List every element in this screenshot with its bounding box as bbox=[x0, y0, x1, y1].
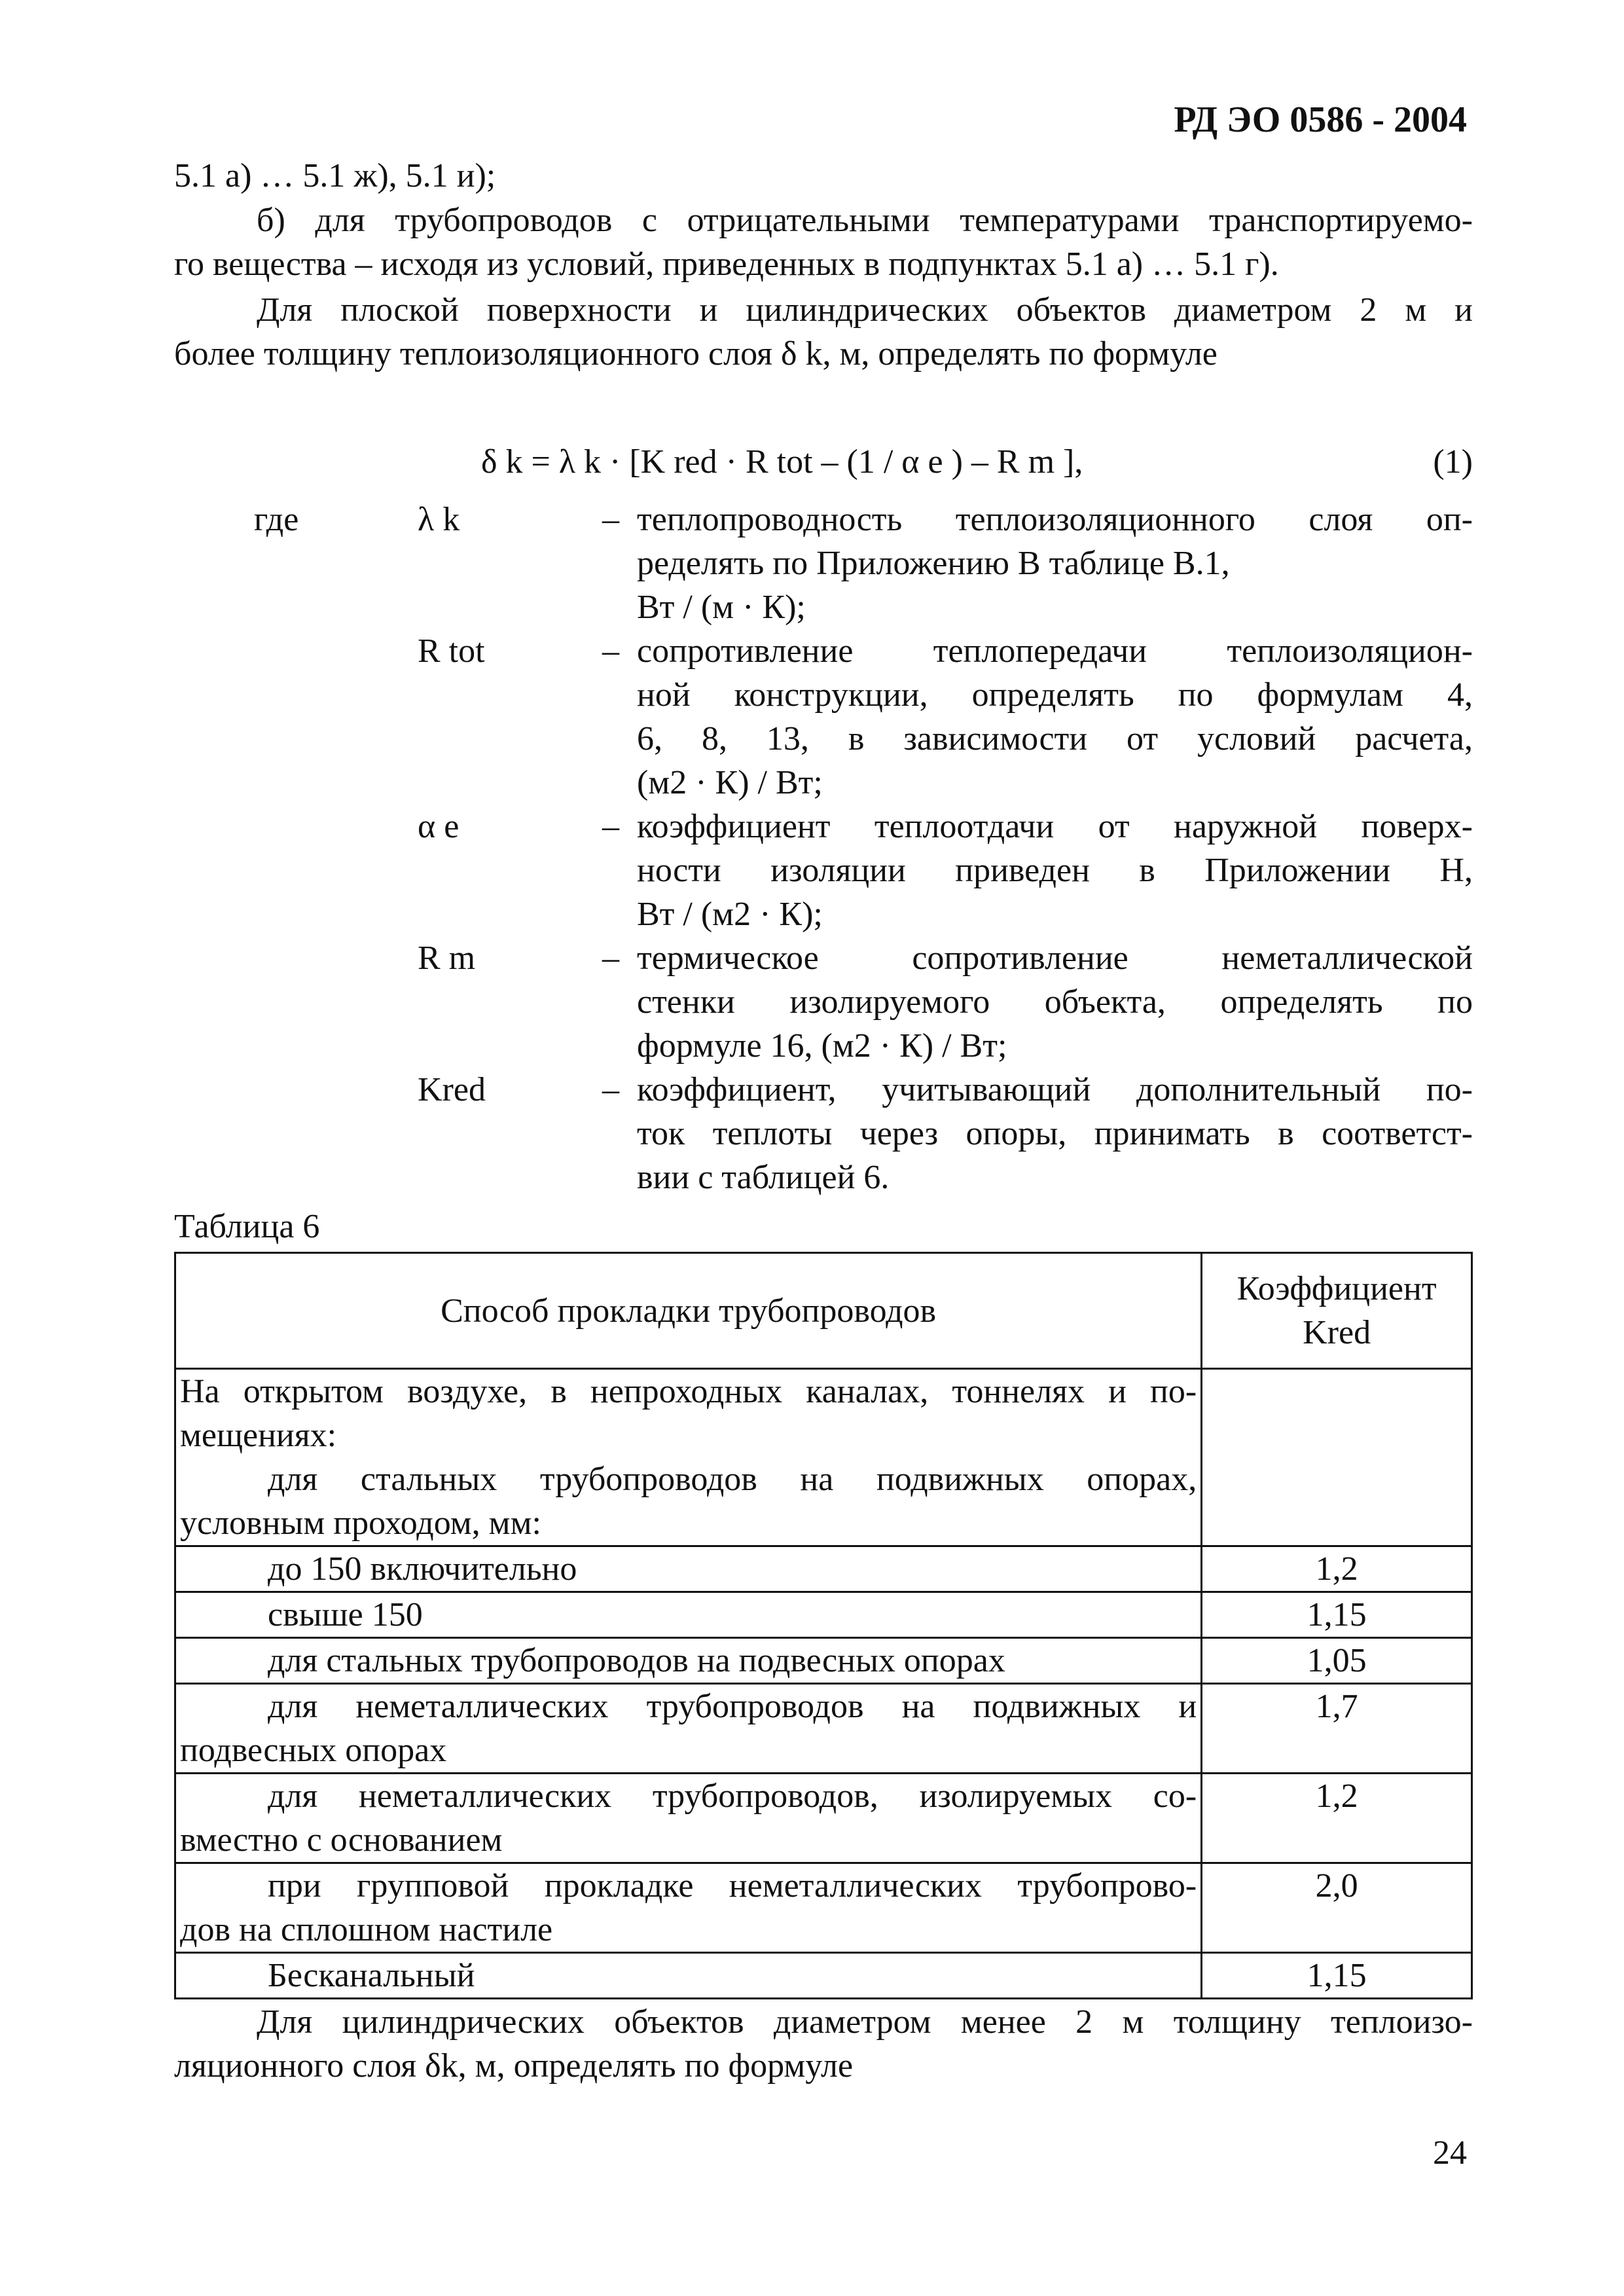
table-row bbox=[175, 1684, 1472, 1774]
row-method bbox=[175, 1684, 1202, 1774]
row-method-line: для неметаллических трубопроводов на подвижных и bbox=[268, 1688, 1197, 1725]
paragraph-b-line-2: го вещества – исходя из условий, приведенных в подпунктах 5.1 а) … 5.1 г). bbox=[174, 246, 1279, 283]
row-method-line: дов на сплошном настиле bbox=[180, 1911, 553, 1948]
row-value: 1,15 bbox=[1202, 1592, 1472, 1638]
variable-description bbox=[637, 805, 1473, 936]
paragraph-small-diameter bbox=[174, 2000, 1473, 2088]
paragraph-flat-line-1: Для плоской поверхности и цилиндрических объектов диаметром 2 м и bbox=[257, 291, 1473, 329]
variable-description-line: теплопроводность теплоизоляционного слоя оп- bbox=[637, 501, 1473, 538]
row-method-line: условным проходом, мм: bbox=[180, 1504, 541, 1542]
variable-item bbox=[254, 936, 1473, 1068]
row-method-line: для неметаллических трубопроводов, изолируемых со- bbox=[268, 1777, 1197, 1815]
where-label: где bbox=[254, 501, 299, 538]
variable-description bbox=[637, 936, 1473, 1068]
row-value: 1,2 bbox=[1202, 1546, 1472, 1592]
row-method-line: вместно с основанием bbox=[180, 1821, 503, 1859]
row-value: 1,05 bbox=[1202, 1638, 1472, 1684]
header-coefficient-symbol: Kred bbox=[1303, 1314, 1371, 1351]
header-coefficient bbox=[1202, 1253, 1472, 1369]
document-code: РД ЭО 0586 - 2004 bbox=[1174, 100, 1467, 140]
variable-description bbox=[637, 629, 1473, 805]
row-value: 1,15 bbox=[1202, 1953, 1472, 1999]
row-method: свыше 150 bbox=[175, 1592, 1202, 1638]
variable-symbol: R m bbox=[418, 939, 476, 977]
variable-description-line: коэффициент, учитывающий дополнительный по- bbox=[637, 1071, 1473, 1108]
row-method-line: На открытом воздухе, в непроходных каналах, тоннелях и по- bbox=[180, 1373, 1197, 1410]
variable-description bbox=[637, 1068, 1473, 1199]
variable-symbol: λ k bbox=[418, 501, 460, 538]
paragraph-flat-surface bbox=[174, 288, 1473, 376]
variable-description-line: (м2 · К) / Вт; bbox=[637, 764, 823, 801]
paragraph-flat-line-2: более толщину теплоизоляционного слоя δ k, м, определять по формуле bbox=[174, 335, 1218, 373]
variable-symbol: R tot bbox=[418, 632, 485, 670]
dash: – bbox=[602, 501, 619, 538]
dash: – bbox=[602, 632, 619, 670]
row-value bbox=[1202, 1369, 1472, 1546]
variable-description-line: ределять по Приложению В таблице В.1, bbox=[637, 545, 1230, 582]
variable-description-line: 6, 8, 13, в зависимости от условий расчета, bbox=[637, 720, 1473, 757]
intro-line: 5.1 а) … 5.1 ж), 5.1 и); bbox=[174, 157, 496, 194]
paragraph-b-line-1: б) для трубопроводов с отрицательными температурами транспортируемо- bbox=[257, 202, 1473, 239]
row-method-line: для стальных трубопроводов на подвижных опорах, bbox=[268, 1461, 1197, 1498]
table-caption: Таблица 6 bbox=[174, 1208, 320, 1245]
table-row bbox=[175, 1953, 1472, 1999]
row-method: Бесканальный bbox=[175, 1953, 1202, 1999]
formula-number: (1) bbox=[1433, 443, 1473, 481]
table-row bbox=[175, 1546, 1472, 1592]
variable-description-line: термическое сопротивление неметаллической bbox=[637, 939, 1473, 977]
table-header-row bbox=[175, 1253, 1472, 1369]
dash: – bbox=[602, 1071, 619, 1108]
variable-description-line: Вт / (м2 · К); bbox=[637, 896, 823, 933]
row-method-line: подвесных опорах bbox=[180, 1732, 447, 1769]
row-method: для стальных трубопроводов на подвесных опорах bbox=[175, 1638, 1202, 1684]
table-row bbox=[175, 1863, 1472, 1953]
variable-description-line: стенки изолируемого объекта, определять по bbox=[637, 983, 1473, 1021]
table-row bbox=[175, 1638, 1472, 1684]
variable-symbol: Kred bbox=[418, 1071, 486, 1108]
paragraph-small-line-1: Для цилиндрических объектов диаметром менее 2 м толщину теплоизо- bbox=[257, 2003, 1473, 2041]
variable-item bbox=[254, 498, 1473, 629]
variable-item bbox=[254, 805, 1473, 936]
paragraph-b bbox=[174, 198, 1473, 286]
row-value: 1,2 bbox=[1202, 1774, 1472, 1863]
variable-item bbox=[254, 1068, 1473, 1199]
variable-description-line: коэффициент теплоотдачи от наружной поверх- bbox=[637, 808, 1473, 845]
header-method: Способ прокладки трубопроводов bbox=[175, 1253, 1202, 1369]
variable-symbol: α e bbox=[418, 808, 460, 845]
row-value: 2,0 bbox=[1202, 1863, 1472, 1953]
row-method bbox=[175, 1863, 1202, 1953]
variable-description-line: сопротивление теплопередачи теплоизоляцион- bbox=[637, 632, 1473, 670]
dash: – bbox=[602, 808, 619, 845]
table-6 bbox=[174, 1252, 1473, 1999]
variable-description-line: Вт / (м · К); bbox=[637, 589, 806, 626]
row-value: 1,7 bbox=[1202, 1684, 1472, 1774]
row-method-line: мещениях: bbox=[180, 1417, 337, 1454]
row-method bbox=[175, 1369, 1202, 1546]
formula-1: δ k = λ k · [K red · R tot – (1 / α e ) – R m ], bbox=[481, 443, 1083, 481]
row-method-line: при групповой прокладке неметаллических трубопрово- bbox=[268, 1867, 1197, 1904]
header-coefficient-label: Коэффициент bbox=[1236, 1270, 1437, 1307]
variable-item bbox=[254, 629, 1473, 805]
paragraph-small-line-2: ляционного слоя δk, м, определять по формуле bbox=[174, 2047, 854, 2085]
variable-description-line: ной конструкции, определять по формулам 4, bbox=[637, 676, 1473, 714]
row-method bbox=[175, 1774, 1202, 1863]
variable-description-line: формуле 16, (м2 · К) / Вт; bbox=[637, 1027, 1007, 1065]
row-method: до 150 включительно bbox=[175, 1546, 1202, 1592]
variable-description bbox=[637, 498, 1473, 629]
table-row bbox=[175, 1592, 1472, 1638]
table-row bbox=[175, 1369, 1472, 1546]
variable-list bbox=[254, 498, 1473, 1199]
table-row bbox=[175, 1774, 1472, 1863]
variable-description-line: ток теплоты через опоры, принимать в соответст- bbox=[637, 1115, 1473, 1152]
variable-description-line: ности изоляции приведен в Приложении Н, bbox=[637, 852, 1473, 889]
dash: – bbox=[602, 939, 619, 977]
variable-description-line: вии с таблицей 6. bbox=[637, 1159, 890, 1196]
page-number: 24 bbox=[1433, 2134, 1467, 2172]
